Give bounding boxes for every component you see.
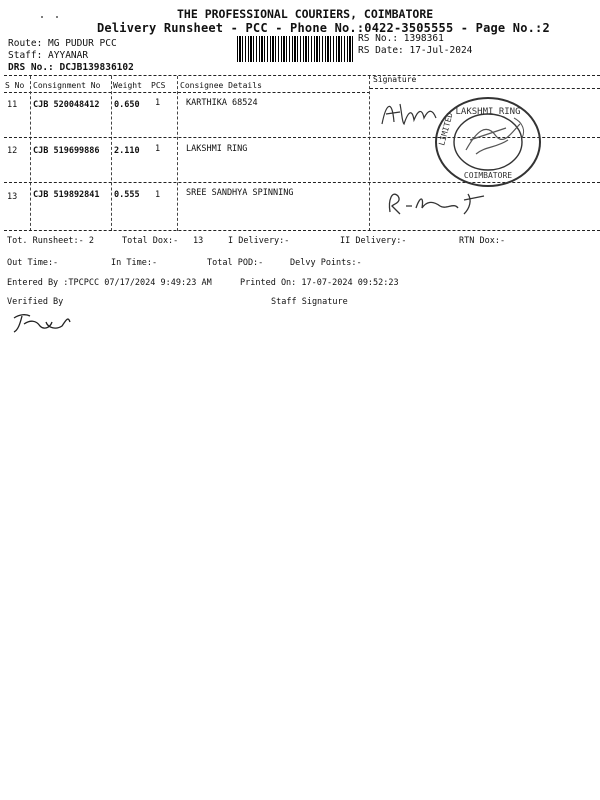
table-top-border: [4, 75, 600, 76]
ii-delivery: II Delivery:-: [340, 236, 407, 246]
row-consignment: CJB 519892841: [33, 190, 100, 200]
svg-text:COIMBATORE: COIMBATORE: [463, 171, 513, 180]
printed-on: Printed On: 17-07-2024 09:52:23: [240, 278, 399, 288]
table-bottom-border: [4, 230, 600, 231]
verified-signature: [10, 308, 80, 336]
col-divider: [30, 76, 31, 231]
col-header-consignee: Consignee Details: [180, 81, 262, 90]
signature-row-13: [384, 186, 494, 220]
company-title: THE PROFESSIONAL COURIERS, COIMBATORE: [177, 7, 434, 21]
row-pcs: 1: [155, 190, 161, 200]
col-header-signature: Signature: [373, 75, 417, 84]
entered-by: Entered By :TPCPCC 07/17/2024 9:49:23 AM: [7, 278, 212, 288]
staff-label: Staff: AYYANAR: [8, 50, 89, 61]
svg-text:LAKSHMI RING: LAKSHMI RING: [455, 107, 521, 117]
total-dox-value: 13: [193, 236, 204, 246]
i-delivery: I Delivery:-: [228, 236, 290, 246]
row-consignee: SREE SANDHYA SPINNING: [186, 188, 294, 198]
total-dox-label: Total Dox:-: [122, 236, 179, 246]
row-consignment: CJB 520048412: [33, 100, 100, 110]
barcode: [237, 36, 355, 62]
total-pod: Total POD:-: [207, 258, 264, 268]
row-consignee: KARTHIKA 68524: [186, 98, 258, 108]
total-runsheet: Tot. Runsheet:- 2: [7, 236, 94, 246]
row-weight: 0.650: [114, 100, 140, 110]
drs-number: DRS No.: DCJB139836102: [8, 62, 134, 73]
col-header-pcs: PCS: [151, 81, 166, 90]
table-header-border: [4, 92, 370, 93]
scan-speck: [41, 16, 43, 18]
in-time: In Time:-: [111, 258, 158, 268]
col-divider: [111, 76, 112, 231]
delvy-points: Delvy Points:-: [290, 258, 362, 268]
rs-date: RS Date: 17-Jul-2024: [358, 45, 473, 56]
scan-speck: [56, 16, 58, 18]
col-divider: [177, 76, 178, 231]
col-divider: [369, 76, 370, 231]
runsheet-subtitle: Delivery Runsheet - PCC - Phone No.:0422-3505555 - Page No.:2: [97, 21, 550, 35]
row-pcs: 1: [155, 98, 161, 108]
col-header-consignment: Consignment No: [33, 81, 101, 90]
row-consignee: LAKSHMI RING: [186, 144, 248, 154]
row-consignment: CJB 519699886: [33, 146, 100, 156]
stamp-seal: [426, 92, 556, 192]
row-weight: 2.110: [114, 146, 140, 156]
verified-by: Verified By: [7, 297, 64, 307]
rtn-dox: RTN Dox:-: [459, 236, 506, 246]
row-sno: 11: [7, 100, 18, 110]
route-label: Route: MG PUDUR PCC: [8, 38, 117, 49]
row-sno: 12: [7, 146, 18, 156]
staff-signature-label: Staff Signature: [271, 297, 348, 307]
col-header-weight: Weight: [113, 81, 142, 90]
out-time: Out Time:-: [7, 258, 59, 268]
row-sno: 13: [7, 192, 18, 202]
row-pcs: 1: [155, 144, 161, 154]
rs-number: RS No.: 1398361: [358, 33, 444, 44]
svg-text:LIMITED: LIMITED: [437, 111, 455, 147]
row-weight: 0.555: [114, 190, 140, 200]
col-header-sno: S No: [5, 81, 25, 90]
table-header-border-right: [370, 88, 600, 89]
